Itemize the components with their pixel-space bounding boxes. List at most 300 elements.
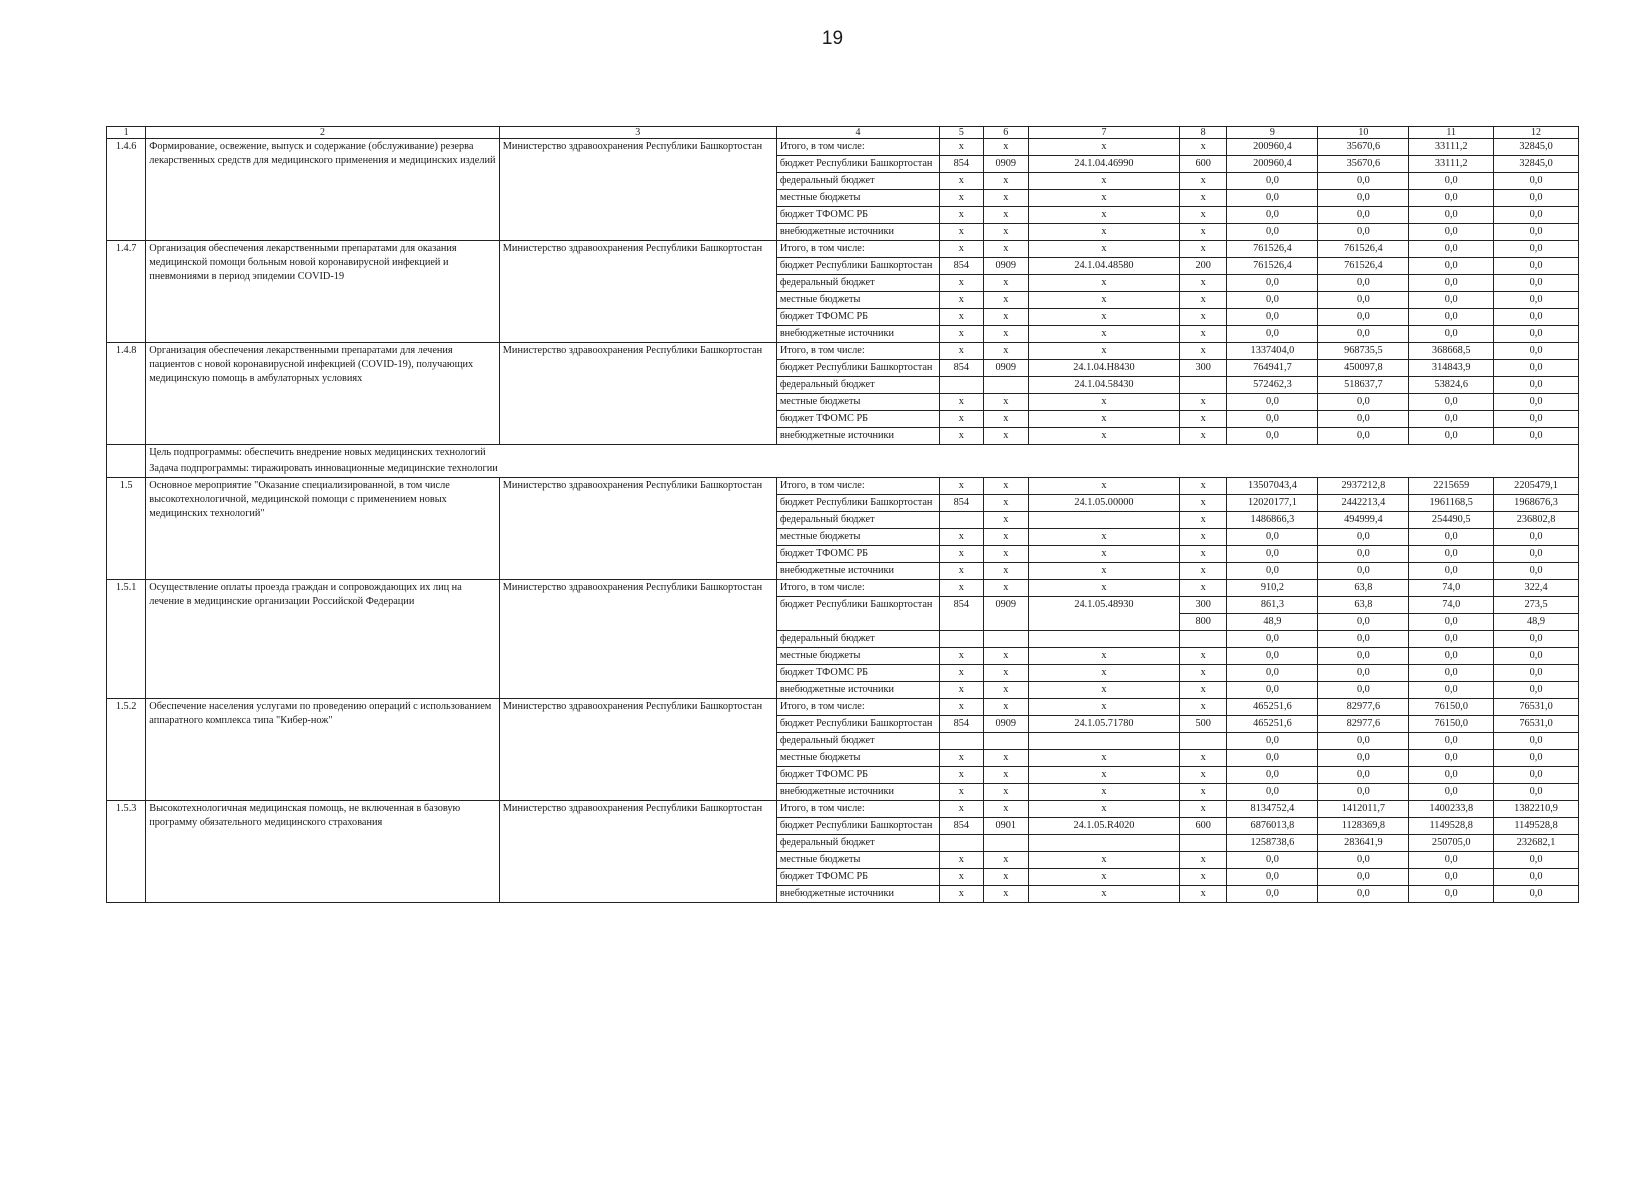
code-cell: x [983, 343, 1028, 360]
funding-source: местные бюджеты [776, 852, 939, 869]
header-cell: 12 [1494, 127, 1579, 139]
code-cell: x [983, 173, 1028, 190]
code-cell: x [1029, 139, 1180, 156]
value-cell: 0,0 [1318, 767, 1409, 784]
code-cell: x [983, 767, 1028, 784]
value-cell: x [1179, 699, 1227, 716]
value-cell: 368668,5 [1409, 343, 1494, 360]
code-cell: x [940, 546, 983, 563]
value-cell: 0,0 [1318, 733, 1409, 750]
code-cell: x [983, 207, 1028, 224]
code-cell: 854 [940, 818, 983, 835]
value-cell: 76150,0 [1409, 716, 1494, 733]
code-cell: x [1029, 529, 1180, 546]
value-cell: 968735,5 [1318, 343, 1409, 360]
value-cell: x [1179, 682, 1227, 699]
value-cell: 76531,0 [1494, 699, 1579, 716]
code-cell [940, 835, 983, 852]
value-cell: 35670,6 [1318, 156, 1409, 173]
value-cell: 0,0 [1318, 207, 1409, 224]
header-cell: 1 [107, 127, 146, 139]
item-executor: Министерство здравоохранения Республики Башкортостан [499, 580, 776, 699]
value-cell: 764941,7 [1227, 360, 1318, 377]
value-cell: 0,0 [1494, 411, 1579, 428]
funding-source: бюджет ТФОМС РБ [776, 207, 939, 224]
value-cell: x [1179, 428, 1227, 445]
code-cell: x [1029, 207, 1180, 224]
code-cell: x [940, 529, 983, 546]
value-cell: 0,0 [1494, 767, 1579, 784]
value-cell: 0,0 [1318, 173, 1409, 190]
value-cell: x [1179, 411, 1227, 428]
funding-source: Итого, в том числе: [776, 241, 939, 258]
value-cell: 74,0 [1409, 597, 1494, 614]
value-cell: 0,0 [1227, 648, 1318, 665]
value-cell: 0,0 [1494, 309, 1579, 326]
value-cell: 0,0 [1318, 428, 1409, 445]
value-cell: 0,0 [1494, 546, 1579, 563]
value-cell: 2442213,4 [1318, 495, 1409, 512]
header-cell: 5 [940, 127, 983, 139]
code-cell: x [1029, 563, 1180, 580]
funding-source: Итого, в том числе: [776, 580, 939, 597]
code-cell: x [940, 241, 983, 258]
value-cell: 6876013,8 [1227, 818, 1318, 835]
code-cell: x [1029, 580, 1180, 597]
value-cell: 1337404,0 [1227, 343, 1318, 360]
code-cell: x [983, 546, 1028, 563]
code-cell: x [940, 173, 983, 190]
value-cell: 1968676,3 [1494, 495, 1579, 512]
value-cell: 0,0 [1494, 241, 1579, 258]
code-cell: x [1029, 275, 1180, 292]
item-title: Обеспечение населения услугами по проведению операций с использованием аппаратного комплекса типа "Кибер-нож" [146, 699, 500, 801]
budget-table [106, 126, 1579, 903]
value-cell: x [1179, 343, 1227, 360]
value-cell: 0,0 [1409, 411, 1494, 428]
code-cell: x [940, 886, 983, 903]
value-cell: 322,4 [1494, 580, 1579, 597]
value-cell: 12020177,1 [1227, 495, 1318, 512]
code-cell: x [940, 750, 983, 767]
value-cell: 0,0 [1409, 292, 1494, 309]
value-cell: 0,0 [1409, 614, 1494, 631]
code-cell: 24.1.05.R4020 [1029, 818, 1180, 835]
funding-source: местные бюджеты [776, 529, 939, 546]
value-cell: 0,0 [1227, 275, 1318, 292]
value-cell: 300 [1179, 360, 1227, 377]
code-cell: x [983, 869, 1028, 886]
value-cell: x [1179, 495, 1227, 512]
value-cell: 254490,5 [1409, 512, 1494, 529]
header-cell: 3 [499, 127, 776, 139]
value-cell: 0,0 [1494, 869, 1579, 886]
value-cell: 0,0 [1318, 648, 1409, 665]
value-cell: x [1179, 529, 1227, 546]
code-cell: x [1029, 173, 1180, 190]
value-cell: x [1179, 869, 1227, 886]
value-cell [1179, 377, 1227, 394]
code-cell: x [940, 699, 983, 716]
value-cell: 0,0 [1409, 394, 1494, 411]
code-cell: x [940, 139, 983, 156]
value-cell: 0,0 [1494, 750, 1579, 767]
value-cell: 0,0 [1494, 563, 1579, 580]
code-cell: x [983, 886, 1028, 903]
value-cell: 0,0 [1227, 173, 1318, 190]
code-cell: x [1029, 326, 1180, 343]
value-cell: x [1179, 784, 1227, 801]
value-cell: 0,0 [1227, 411, 1318, 428]
code-cell: x [1029, 428, 1180, 445]
value-cell: 0,0 [1494, 173, 1579, 190]
code-cell: x [1029, 801, 1180, 818]
code-cell: x [983, 512, 1028, 529]
funding-source: местные бюджеты [776, 648, 939, 665]
value-cell: 0,0 [1318, 411, 1409, 428]
code-cell: x [940, 682, 983, 699]
code-cell: x [940, 767, 983, 784]
value-cell: 200960,4 [1227, 156, 1318, 173]
code-cell: x [1029, 190, 1180, 207]
value-cell: 465251,6 [1227, 716, 1318, 733]
item-title: Основное мероприятие "Оказание специализированной, в том числе высокотехнологичной, медицинской помощи с применением новых медицинских технологий" [146, 478, 500, 580]
code-cell: 854 [940, 716, 983, 733]
value-cell: 0,0 [1227, 869, 1318, 886]
value-cell: x [1179, 648, 1227, 665]
value-cell: 761526,4 [1227, 258, 1318, 275]
code-cell: x [1029, 648, 1180, 665]
value-cell: 76531,0 [1494, 716, 1579, 733]
value-cell: 0,0 [1318, 224, 1409, 241]
code-cell: x [940, 784, 983, 801]
code-cell: 0909 [983, 360, 1028, 377]
value-cell: 0,0 [1227, 529, 1318, 546]
header-cell: 9 [1227, 127, 1318, 139]
code-cell: x [940, 343, 983, 360]
code-cell: x [983, 563, 1028, 580]
value-cell: x [1179, 546, 1227, 563]
code-cell: x [1029, 750, 1180, 767]
code-cell: x [940, 224, 983, 241]
value-cell: 82977,6 [1318, 699, 1409, 716]
value-cell: 0,0 [1318, 886, 1409, 903]
value-cell: 2937212,8 [1318, 478, 1409, 495]
value-cell: 0,0 [1227, 767, 1318, 784]
value-cell: 0,0 [1409, 173, 1494, 190]
code-cell: x [1029, 886, 1180, 903]
value-cell: 0,0 [1409, 190, 1494, 207]
value-cell: 0,0 [1494, 665, 1579, 682]
value-cell: 0,0 [1318, 563, 1409, 580]
code-cell: x [983, 411, 1028, 428]
item-executor: Министерство здравоохранения Республики Башкортостан [499, 699, 776, 801]
value-cell: 1961168,5 [1409, 495, 1494, 512]
value-cell: 0,0 [1409, 767, 1494, 784]
code-cell: x [940, 394, 983, 411]
value-cell: 0,0 [1494, 648, 1579, 665]
value-cell: 0,0 [1409, 852, 1494, 869]
code-cell: 854 [940, 360, 983, 377]
value-cell: 0,0 [1227, 784, 1318, 801]
value-cell: 0,0 [1409, 631, 1494, 648]
code-cell: x [983, 580, 1028, 597]
value-cell: 0,0 [1227, 309, 1318, 326]
header-row [107, 127, 1579, 139]
funding-source: бюджет ТФОМС РБ [776, 411, 939, 428]
value-cell: 0,0 [1409, 275, 1494, 292]
item-executor: Министерство здравоохранения Республики Башкортостан [499, 343, 776, 445]
code-cell: x [983, 275, 1028, 292]
value-cell: 0,0 [1409, 665, 1494, 682]
code-cell: x [1029, 869, 1180, 886]
item-executor: Министерство здравоохранения Республики Башкортостан [499, 241, 776, 343]
funding-source: бюджет Республики Башкортостан [776, 156, 939, 173]
code-cell: x [940, 275, 983, 292]
code-cell: 0901 [983, 818, 1028, 835]
value-cell: 0,0 [1494, 275, 1579, 292]
value-cell [1179, 835, 1227, 852]
item-number: 1.4.7 [107, 241, 146, 343]
item-title: Организация обеспечения лекарственными препаратами для оказания медицинской помощи больным новой коронавирусной инфекцией и пневмониями в период эпидемии COVID-19 [146, 241, 500, 343]
code-cell: x [983, 326, 1028, 343]
funding-source: бюджет Республики Башкортостан [776, 495, 939, 512]
value-cell: x [1179, 750, 1227, 767]
code-cell: x [940, 207, 983, 224]
funding-source: Итого, в том числе: [776, 139, 939, 156]
code-cell: x [983, 139, 1028, 156]
value-cell: 0,0 [1318, 614, 1409, 631]
value-cell: x [1179, 207, 1227, 224]
funding-source: бюджет Республики Башкортостан [776, 360, 939, 377]
code-cell: x [1029, 292, 1180, 309]
value-cell: 861,3 [1227, 597, 1318, 614]
value-cell: 0,0 [1494, 682, 1579, 699]
value-cell: 0,0 [1318, 190, 1409, 207]
table-row [107, 699, 1579, 716]
code-cell: x [983, 801, 1028, 818]
funding-source: федеральный бюджет [776, 173, 939, 190]
value-cell: 0,0 [1409, 682, 1494, 699]
value-cell: x [1179, 665, 1227, 682]
value-cell: x [1179, 309, 1227, 326]
table-row [107, 580, 1579, 597]
value-cell: 48,9 [1494, 614, 1579, 631]
value-cell: 761526,4 [1318, 258, 1409, 275]
funding-source: Итого, в том числе: [776, 801, 939, 818]
code-cell: x [940, 309, 983, 326]
header-cell: 2 [146, 127, 500, 139]
item-executor: Министерство здравоохранения Республики Башкортостан [499, 478, 776, 580]
value-cell: 0,0 [1494, 190, 1579, 207]
item-title: Организация обеспечения лекарственными препаратами для лечения пациентов с новой коронавирусной инфекцией (COVID-19), получающих медицинскую помощь в амбулаторных условиях [146, 343, 500, 445]
task-row [107, 461, 1579, 478]
value-cell: x [1179, 512, 1227, 529]
header-cell: 10 [1318, 127, 1409, 139]
value-cell: 0,0 [1409, 546, 1494, 563]
funding-source: федеральный бюджет [776, 275, 939, 292]
code-cell: x [940, 869, 983, 886]
value-cell: 0,0 [1318, 682, 1409, 699]
code-cell [1029, 835, 1180, 852]
value-cell: 0,0 [1318, 309, 1409, 326]
code-cell: x [1029, 478, 1180, 495]
value-cell: 0,0 [1227, 665, 1318, 682]
code-cell [1029, 733, 1180, 750]
value-cell: 33111,2 [1409, 156, 1494, 173]
subprogram-goal: Цель подпрограммы: обеспечить внедрение новых медицинских технологий [146, 445, 1579, 462]
funding-source: внебюджетные источники [776, 682, 939, 699]
code-cell: x [940, 326, 983, 343]
code-cell [983, 377, 1028, 394]
value-cell: 0,0 [1227, 546, 1318, 563]
item-number: 1.4.8 [107, 343, 146, 445]
value-cell: 0,0 [1409, 428, 1494, 445]
item-number: 1.5 [107, 478, 146, 580]
value-cell: 1128369,8 [1318, 818, 1409, 835]
value-cell: 300 [1179, 597, 1227, 614]
header-cell: 8 [1179, 127, 1227, 139]
value-cell: x [1179, 139, 1227, 156]
item-executor: Министерство здравоохранения Республики Башкортостан [499, 801, 776, 903]
table-row [107, 241, 1579, 258]
funding-source: бюджет ТФОМС РБ [776, 665, 939, 682]
code-cell: x [983, 852, 1028, 869]
value-cell: 0,0 [1318, 275, 1409, 292]
value-cell: 0,0 [1494, 733, 1579, 750]
code-cell: x [940, 580, 983, 597]
value-cell: 0,0 [1494, 631, 1579, 648]
code-cell: 24.1.05.48930 [1029, 597, 1180, 631]
funding-source: бюджет ТФОМС РБ [776, 869, 939, 886]
value-cell: 0,0 [1494, 343, 1579, 360]
funding-source: местные бюджеты [776, 292, 939, 309]
value-cell: x [1179, 190, 1227, 207]
funding-source: федеральный бюджет [776, 631, 939, 648]
code-cell: x [1029, 665, 1180, 682]
page-number: 19 [821, 28, 844, 49]
funding-source: бюджет Республики Башкортостан [776, 597, 939, 631]
funding-source: местные бюджеты [776, 190, 939, 207]
value-cell: 63,8 [1318, 580, 1409, 597]
code-cell: x [983, 682, 1028, 699]
value-cell: 8134752,4 [1227, 801, 1318, 818]
value-cell: 761526,4 [1227, 241, 1318, 258]
table-row [107, 343, 1579, 360]
value-cell: 74,0 [1409, 580, 1494, 597]
code-cell [940, 512, 983, 529]
value-cell: 0,0 [1227, 733, 1318, 750]
value-cell: 236802,8 [1494, 512, 1579, 529]
value-cell: x [1179, 224, 1227, 241]
value-cell: 0,0 [1227, 852, 1318, 869]
value-cell: 0,0 [1494, 258, 1579, 275]
code-cell [940, 733, 983, 750]
code-cell: x [983, 648, 1028, 665]
value-cell: 314843,9 [1409, 360, 1494, 377]
value-cell: 0,0 [1227, 750, 1318, 767]
value-cell: 0,0 [1227, 326, 1318, 343]
value-cell: 0,0 [1318, 394, 1409, 411]
value-cell: 82977,6 [1318, 716, 1409, 733]
value-cell: 250705,0 [1409, 835, 1494, 852]
code-cell: 24.1.04.46990 [1029, 156, 1180, 173]
value-cell: 0,0 [1318, 546, 1409, 563]
code-cell: 24.1.05.71780 [1029, 716, 1180, 733]
value-cell: 0,0 [1494, 886, 1579, 903]
code-cell: x [983, 309, 1028, 326]
value-cell: 273,5 [1494, 597, 1579, 614]
funding-source: Итого, в том числе: [776, 699, 939, 716]
value-cell: 0,0 [1409, 326, 1494, 343]
code-cell: x [940, 563, 983, 580]
funding-source: Итого, в том числе: [776, 343, 939, 360]
value-cell: 283641,9 [1318, 835, 1409, 852]
value-cell: x [1179, 275, 1227, 292]
item-number: 1.4.6 [107, 139, 146, 241]
value-cell: 500 [1179, 716, 1227, 733]
funding-source: внебюджетные источники [776, 886, 939, 903]
goal-gap [107, 445, 146, 478]
code-cell: x [983, 665, 1028, 682]
value-cell [1179, 733, 1227, 750]
value-cell: 0,0 [1409, 886, 1494, 903]
value-cell: 0,0 [1409, 241, 1494, 258]
code-cell: x [983, 699, 1028, 716]
value-cell: x [1179, 852, 1227, 869]
value-cell: 600 [1179, 156, 1227, 173]
code-cell: x [1029, 309, 1180, 326]
funding-source: местные бюджеты [776, 750, 939, 767]
value-cell: 0,0 [1227, 394, 1318, 411]
value-cell: 0,0 [1494, 360, 1579, 377]
code-cell: 0909 [983, 716, 1028, 733]
value-cell: 1258738,6 [1227, 835, 1318, 852]
value-cell: 1486866,3 [1227, 512, 1318, 529]
value-cell: 0,0 [1318, 631, 1409, 648]
item-number: 1.5.3 [107, 801, 146, 903]
value-cell: x [1179, 886, 1227, 903]
code-cell: 24.1.05.00000 [1029, 495, 1180, 512]
funding-source: внебюджетные источники [776, 428, 939, 445]
value-cell: x [1179, 801, 1227, 818]
value-cell: x [1179, 563, 1227, 580]
value-cell: 0,0 [1318, 326, 1409, 343]
value-cell: 572462,3 [1227, 377, 1318, 394]
code-cell: 854 [940, 495, 983, 512]
value-cell: 0,0 [1227, 631, 1318, 648]
value-cell: 0,0 [1409, 258, 1494, 275]
value-cell: 0,0 [1494, 428, 1579, 445]
code-cell: 854 [940, 258, 983, 275]
code-cell: x [983, 529, 1028, 546]
funding-source: бюджет Республики Башкортостан [776, 258, 939, 275]
funding-source: внебюджетные источники [776, 563, 939, 580]
value-cell: 0,0 [1227, 190, 1318, 207]
value-cell: x [1179, 241, 1227, 258]
value-cell: 494999,4 [1318, 512, 1409, 529]
value-cell: 0,0 [1494, 207, 1579, 224]
value-cell: 200960,4 [1227, 139, 1318, 156]
value-cell: 0,0 [1318, 292, 1409, 309]
code-cell: 0909 [983, 597, 1028, 631]
value-cell: 0,0 [1494, 529, 1579, 546]
value-cell: 1149528,8 [1494, 818, 1579, 835]
header-cell: 6 [983, 127, 1028, 139]
value-cell: 0,0 [1227, 428, 1318, 445]
code-cell: x [1029, 699, 1180, 716]
code-cell: x [940, 411, 983, 428]
